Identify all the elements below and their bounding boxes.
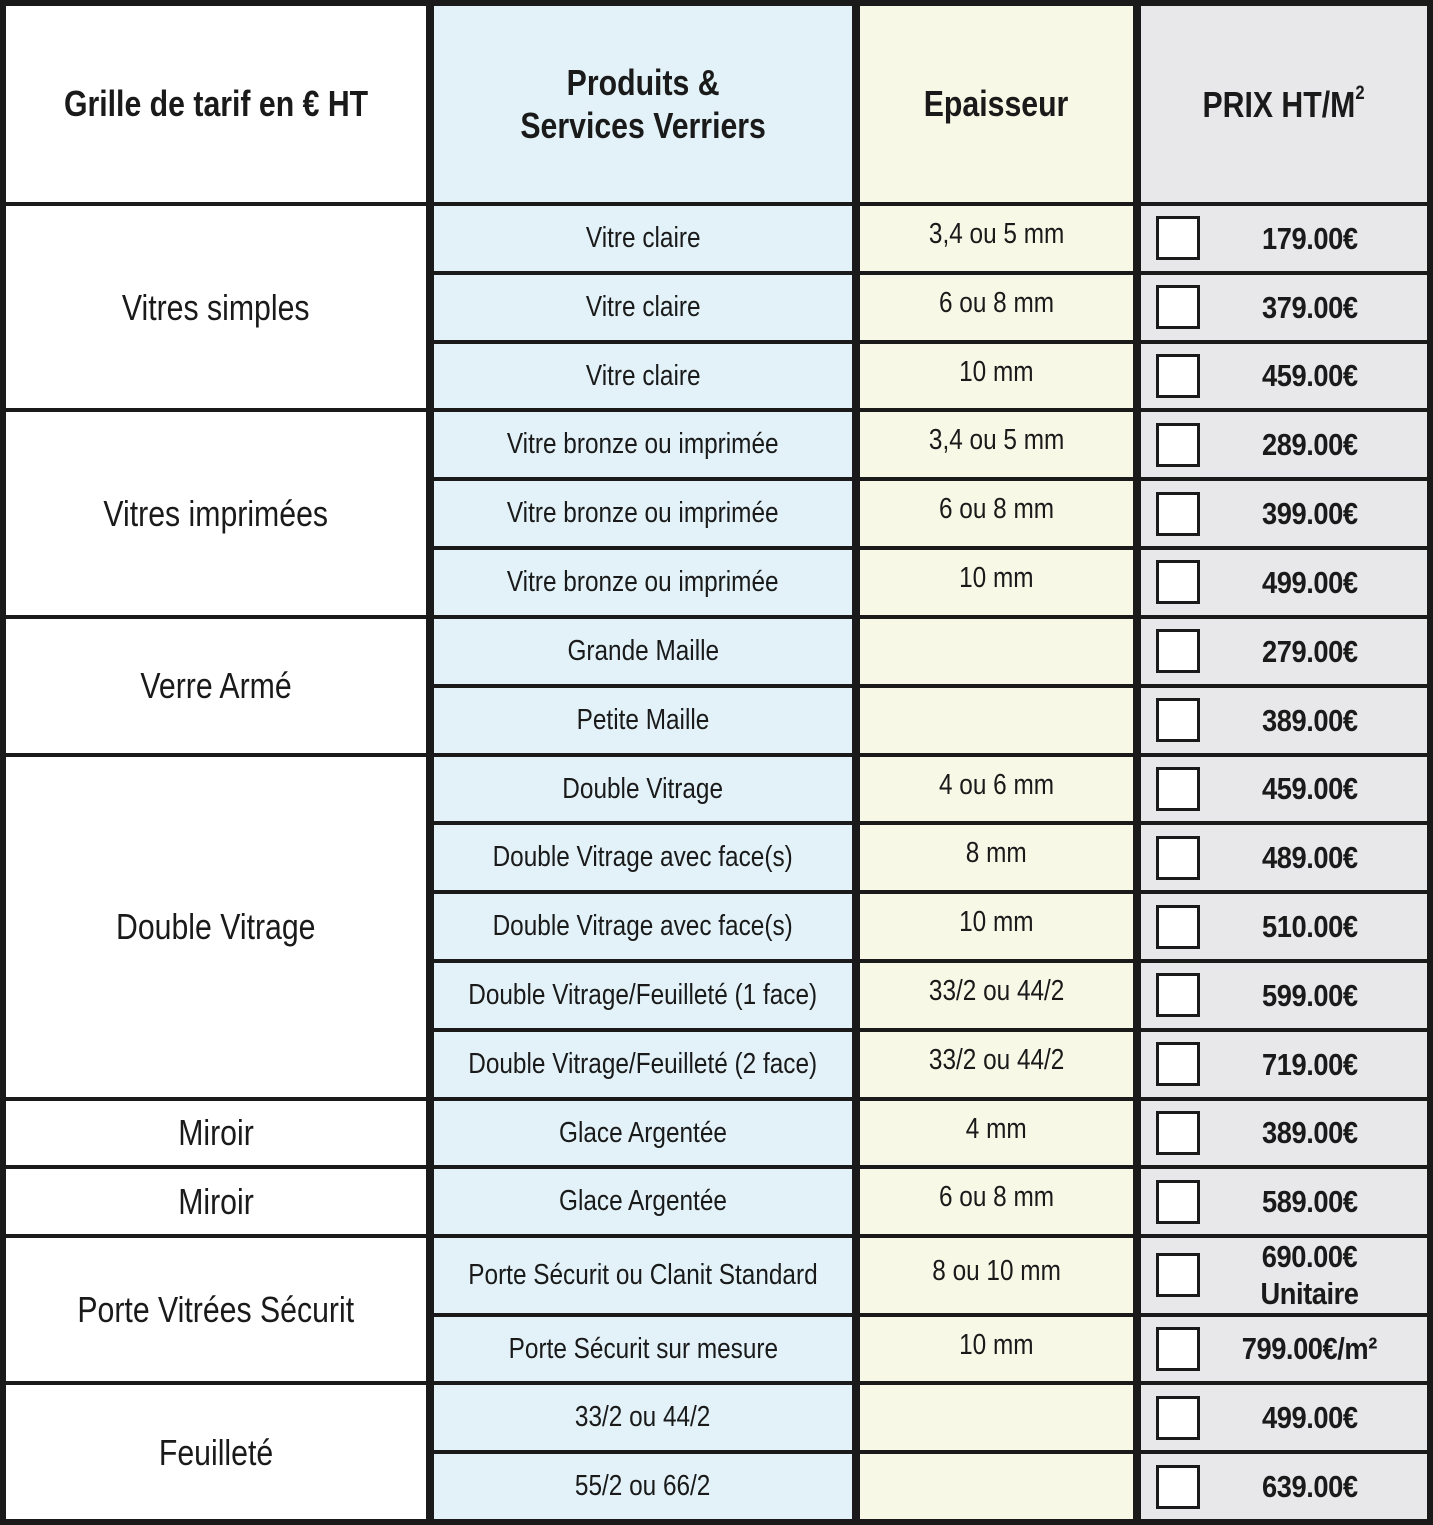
product-cell: [434, 688, 852, 753]
price-label: 589.00€: [1261, 1184, 1358, 1220]
epaisseur-cell: [860, 1238, 1133, 1312]
price-cell: [1141, 757, 1427, 822]
epaisseur-cell: [860, 894, 1133, 959]
product-cell: [434, 1454, 852, 1519]
header-epaisseur: [860, 6, 1133, 202]
header-produits-label: [520, 61, 766, 147]
category-label: Vitres imprimées: [103, 493, 329, 535]
product-cell: [434, 412, 852, 477]
price-checkbox[interactable]: [1156, 285, 1200, 329]
epaisseur-label: 33/2 ou 44/2: [928, 1043, 1065, 1076]
price-cell: [1141, 1454, 1427, 1519]
product-cell: [434, 1385, 852, 1450]
epaisseur-cell: [860, 1169, 1133, 1234]
category-cell: [6, 1101, 426, 1166]
product-cell: [434, 206, 852, 271]
product-cell: [434, 481, 852, 546]
price-label: 499.00€: [1261, 564, 1358, 600]
price-label: 799.00€/m²: [1241, 1331, 1378, 1367]
price-checkbox[interactable]: [1156, 560, 1200, 604]
epaisseur-cell: [860, 688, 1133, 753]
category-cell: [6, 412, 426, 614]
price-checkbox[interactable]: [1156, 492, 1200, 536]
price-checkbox[interactable]: [1156, 698, 1200, 742]
epaisseur-label: 33/2 ou 44/2: [928, 974, 1065, 1007]
product-cell: [434, 550, 852, 615]
price-label: 639.00€: [1261, 1469, 1358, 1504]
price-cell: [1141, 1385, 1427, 1450]
epaisseur-cell: [860, 550, 1133, 615]
price-checkbox[interactable]: [1156, 1180, 1200, 1224]
price-cell: [1141, 1317, 1427, 1382]
price-checkbox[interactable]: [1156, 1396, 1200, 1440]
category-label: Porte Vitrées Sécurit: [77, 1289, 355, 1331]
price-checkbox[interactable]: [1156, 354, 1200, 398]
product-label: Double Vitrage/Feuilleté (1 face): [468, 978, 818, 1011]
price-cell: [1141, 894, 1427, 959]
header-epaisseur-label: Epaisseur: [924, 83, 1069, 125]
product-label: Double Vitrage avec face(s): [492, 841, 794, 874]
price-checkbox[interactable]: [1156, 1042, 1200, 1086]
product-label: Vitre bronze ou imprimée: [507, 428, 779, 461]
price-label: 499.00€: [1261, 1400, 1358, 1436]
product-cell: [434, 757, 852, 822]
price-cell: [1141, 344, 1427, 409]
product-label: Petite Maille: [576, 703, 710, 736]
price-label: 289.00€: [1261, 427, 1358, 463]
price-label: 599.00€: [1261, 977, 1358, 1013]
epaisseur-cell: [860, 1454, 1133, 1519]
price-cell: [1141, 1169, 1427, 1234]
epaisseur-label: 8 mm: [966, 837, 1027, 870]
product-cell: [434, 344, 852, 409]
epaisseur-cell: [860, 206, 1133, 271]
product-cell: [434, 619, 852, 684]
price-label: 399.00€: [1261, 496, 1358, 532]
price-cell: [1141, 825, 1427, 890]
price-label: 459.00€: [1261, 771, 1358, 807]
product-cell: [434, 1032, 852, 1097]
category-label: Miroir: [178, 1112, 254, 1154]
epaisseur-label: 10 mm: [959, 562, 1034, 595]
epaisseur-label: 4 mm: [966, 1112, 1027, 1145]
price-cell: [1141, 481, 1427, 546]
epaisseur-label: 6 ou 8 mm: [938, 1181, 1055, 1214]
price-label: 389.00€: [1261, 702, 1358, 738]
epaisseur-cell: [860, 1385, 1133, 1450]
price-cell: [1141, 1032, 1427, 1097]
epaisseur-cell: [860, 275, 1133, 340]
epaisseur-label: 3,4 ou 5 mm: [928, 424, 1065, 457]
product-label: Grande Maille: [567, 634, 719, 667]
category-cell: [6, 1385, 426, 1519]
product-label: 33/2 ou 44/2: [575, 1401, 711, 1434]
header-produits-line2: Services Verriers: [520, 105, 766, 146]
category-label: Vitres simples: [122, 286, 310, 328]
category-cell: [6, 1169, 426, 1234]
price-label: 690.00€ Unitaire: [1260, 1239, 1359, 1312]
product-label: Vitre claire: [585, 359, 701, 392]
product-cell: [434, 275, 852, 340]
epaisseur-cell: [860, 481, 1133, 546]
product-label: Vitre bronze ou imprimée: [507, 566, 779, 599]
price-checkbox[interactable]: [1156, 836, 1200, 880]
epaisseur-label: 10 mm: [959, 906, 1034, 939]
price-cell: [1141, 1101, 1427, 1166]
category-cell: [6, 1238, 426, 1381]
price-label: 459.00€: [1261, 358, 1358, 394]
header-tarif: [6, 6, 426, 202]
price-checkbox[interactable]: [1156, 423, 1200, 467]
epaisseur-cell: [860, 1317, 1133, 1382]
epaisseur-cell: [860, 1101, 1133, 1166]
epaisseur-cell: [860, 757, 1133, 822]
epaisseur-cell: [860, 344, 1133, 409]
product-cell: [434, 894, 852, 959]
product-cell: [434, 1101, 852, 1166]
price-checkbox[interactable]: [1156, 973, 1200, 1017]
epaisseur-cell: [860, 1032, 1133, 1097]
epaisseur-cell: [860, 412, 1133, 477]
product-label: Vitre claire: [585, 222, 701, 254]
product-cell: [434, 1169, 852, 1234]
epaisseur-label: 6 ou 8 mm: [938, 493, 1055, 526]
product-label: 55/2 ou 66/2: [575, 1470, 711, 1503]
product-label: Porte Sécurit sur mesure: [508, 1332, 778, 1365]
epaisseur-cell: [860, 963, 1133, 1028]
product-label: Vitre bronze ou imprimée: [507, 497, 779, 530]
epaisseur-label: 4 ou 6 mm: [938, 768, 1055, 801]
price-label: 279.00€: [1261, 633, 1358, 669]
price-checkbox[interactable]: [1156, 629, 1200, 673]
price-checkbox[interactable]: [1156, 767, 1200, 811]
product-label: Porte Sécurit ou Clanit Standard: [468, 1258, 818, 1291]
product-label: Glace Argentée: [559, 1185, 727, 1218]
price-checkbox[interactable]: [1156, 905, 1200, 949]
price-label: 510.00€: [1261, 908, 1358, 944]
epaisseur-label: 10 mm: [959, 1328, 1034, 1361]
price-label: 179.00€: [1261, 220, 1358, 256]
header-produits-line1: Produits &: [566, 61, 720, 103]
header-prix: [1141, 6, 1427, 202]
product-cell: [434, 825, 852, 890]
price-cell: [1141, 619, 1427, 684]
price-checkbox[interactable]: [1156, 1465, 1200, 1509]
header-tarif-label: Grille de tarif en € HT: [63, 83, 369, 125]
category-label: Verre Armé: [140, 665, 292, 707]
price-cell: [1141, 412, 1427, 477]
product-cell: [434, 1317, 852, 1382]
price-cell: [1141, 550, 1427, 615]
epaisseur-cell: [860, 825, 1133, 890]
price-label: 379.00€: [1261, 289, 1358, 325]
price-checkbox[interactable]: [1156, 1111, 1200, 1155]
price-cell: [1141, 206, 1427, 271]
product-cell: [434, 1238, 852, 1312]
product-label: Vitre claire: [585, 290, 701, 323]
product-label: Glace Argentée: [559, 1116, 727, 1149]
header-prix-sup: 2: [1355, 82, 1366, 104]
epaisseur-label: 3,4 ou 5 mm: [928, 218, 1065, 250]
epaisseur-label: 6 ou 8 mm: [938, 286, 1055, 319]
header-prix-text: PRIX HT/M: [1202, 83, 1356, 125]
price-label: 489.00€: [1261, 840, 1358, 876]
price-label: 719.00€: [1261, 1046, 1358, 1082]
product-label: Double Vitrage avec face(s): [492, 910, 794, 943]
epaisseur-label: 8 ou 10 mm: [932, 1254, 1061, 1287]
product-cell: [434, 963, 852, 1028]
price-cell: [1141, 688, 1427, 753]
price-cell: [1141, 963, 1427, 1028]
category-label: Miroir: [178, 1181, 254, 1223]
epaisseur-cell: [860, 619, 1133, 684]
price-label: 389.00€: [1261, 1115, 1358, 1151]
header-prix-label: [1203, 82, 1365, 126]
category-cell: [6, 619, 426, 753]
category-cell: [6, 757, 426, 1097]
epaisseur-label: 10 mm: [959, 355, 1034, 388]
price-cell: [1141, 1238, 1427, 1312]
category-label: Feuilleté: [158, 1431, 274, 1473]
header-produits: [434, 6, 852, 202]
price-cell: [1141, 275, 1427, 340]
price-checkbox[interactable]: [1156, 216, 1200, 260]
category-cell: [6, 206, 426, 408]
product-label: Double Vitrage: [562, 772, 724, 805]
product-label: Double Vitrage/Feuilleté (2 face): [468, 1047, 818, 1080]
category-label: Double Vitrage: [116, 905, 316, 947]
